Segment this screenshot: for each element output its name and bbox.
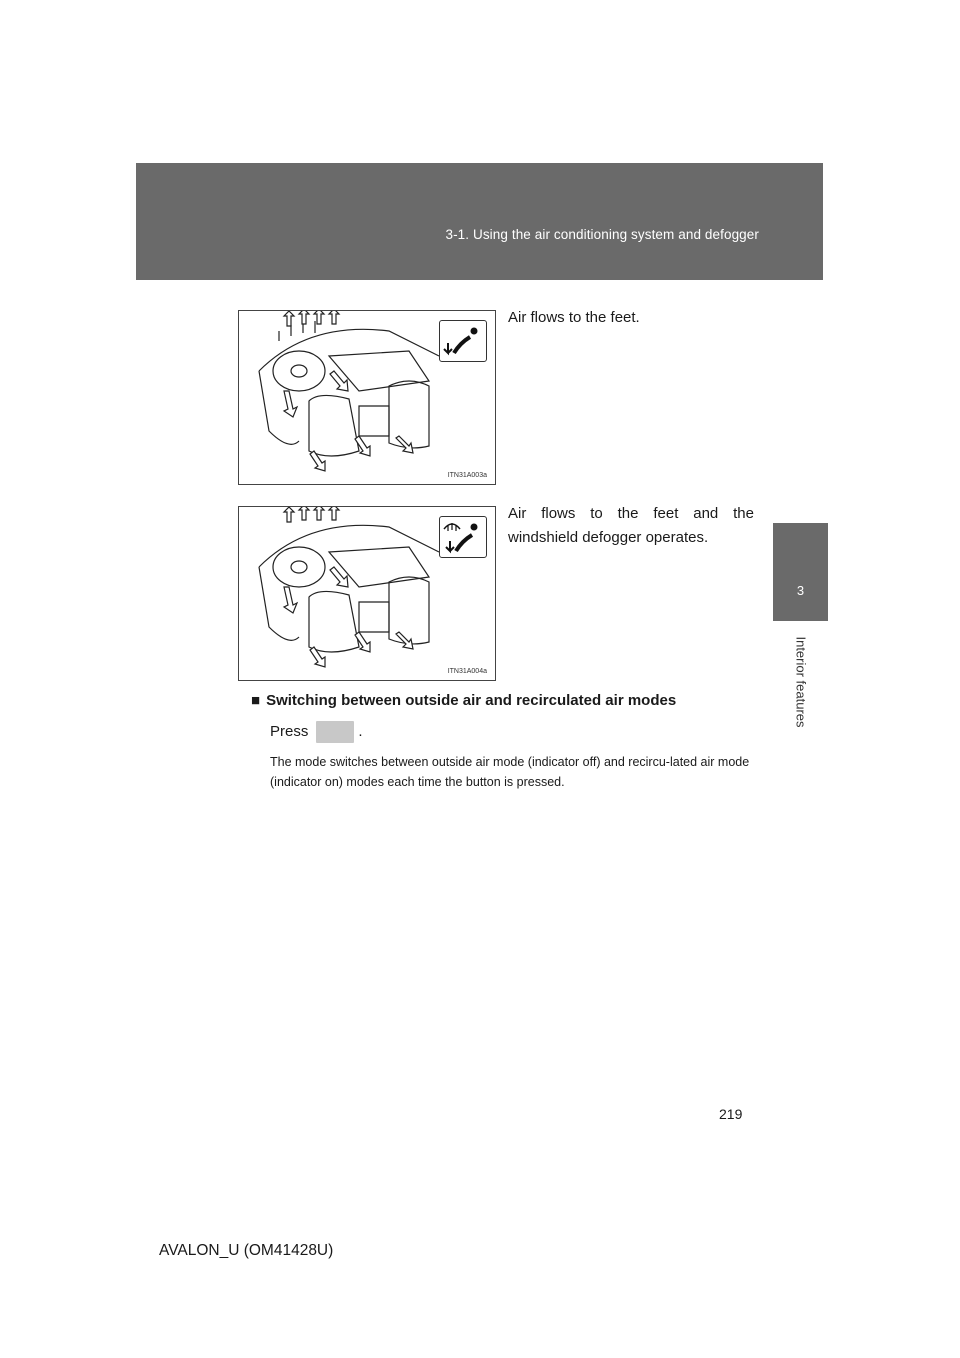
section-header [136, 163, 823, 280]
figure-code: ITN31A004a [447, 668, 487, 675]
feet-airflow-icon [439, 320, 487, 362]
chapter-tab [773, 523, 828, 621]
figure-description: Air flows to the feet and the windshield defogger operates. [508, 505, 754, 546]
chapter-label-container [789, 627, 813, 737]
page-number: 219 [719, 1106, 743, 1122]
feet-defog-airflow-icon [439, 516, 487, 558]
model-code: AVALON_U (OM41428U) [159, 1242, 334, 1259]
press-suffix: . [358, 723, 363, 740]
figure-code: ITN31A003a [447, 472, 487, 479]
heading-text: Switching between outside air and recirculated air modes [266, 692, 677, 709]
chapter-label: Interior features [793, 636, 809, 728]
section-heading [251, 692, 676, 709]
mode-note: The mode switches between outside air mode (indicator off) and recircu-lated air mode (indicator on) modes each time the button is pressed. [270, 755, 750, 789]
figure-description: Air flows to the feet. [508, 309, 640, 326]
heading-bullet: ■ [251, 692, 261, 709]
figure-feet-defog-airflow [238, 506, 496, 681]
recirculate-button-graphic [316, 721, 354, 743]
press-prefix: Press [270, 723, 309, 740]
press-instruction [270, 720, 363, 744]
section-title: 3-1. Using the air conditioning system and defogger [445, 227, 759, 242]
chapter-number: 3 [796, 583, 805, 598]
figure-feet-airflow [238, 310, 496, 485]
